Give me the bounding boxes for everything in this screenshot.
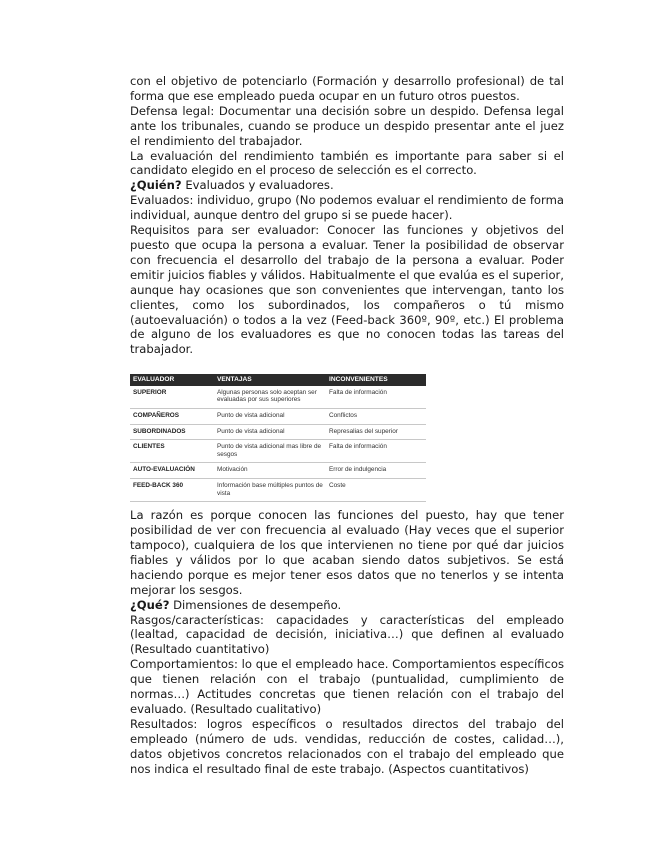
header-inconvenientes: INCONVENIENTES — [326, 374, 426, 386]
cell-ventajas: Punto de vista adicional — [214, 409, 326, 425]
heading-quien — [130, 178, 564, 193]
cell-ventajas: Algunas personas solo aceptan ser evaluadas por sus superiores — [214, 386, 326, 409]
cell-inconvenientes: Conflictos — [326, 409, 426, 425]
cell-evaluador: COMPAÑEROS — [130, 409, 214, 425]
cell-ventajas: Información base múltiples puntos de vista — [214, 478, 326, 501]
cell-inconvenientes: Falta de información — [326, 440, 426, 463]
paragraph-razon: La razón es porque conocen las funciones del puesto, hay que tener posibilidad de ver con frecuencia al evaluado (Hay veces que el superior tampoco), cualquiera de los que intervienen no tiene por qué dar juicios fiables y válidos por lo que acaban siendo datos subjetivos. Se está haciendo porque es mejor tener esos datos que no tenerlos y se intenta mejorar los sesgos. — [130, 508, 564, 597]
quien-text: Evaluados y evaluadores. — [181, 178, 334, 193]
que-text: Dimensiones de desempeño. — [169, 597, 342, 612]
table-row — [130, 463, 426, 479]
quien-label: ¿Quién? — [130, 178, 182, 193]
table-row — [130, 478, 426, 501]
cell-ventajas: Punto de vista adicional mas libre de sesgos — [214, 440, 326, 463]
cell-inconvenientes: Error de indulgencia — [326, 463, 426, 479]
table-row — [130, 409, 426, 425]
paragraph-requisitos: Requisitos para ser evaluador: Conocer las funciones y objetivos del puesto que ocupa la persona a evaluar. Tener la posibilidad de observar con frecuencia el desarrollo del trabajo de la persona a evaluar. Poder emitir juicios fiables y válidos. Habitualmente el que evalúa es el superior, aunque hay ocasiones que son convenientes que intervengan, tanto los clientes, como los subordinados, los compañeros o tú mismo (autoevaluación) o todos a la vez (Feed-back 360º, 90º, etc.) El problema de alguno de los evaluadores es que no conocen todas las tareas del trabajador. — [130, 223, 564, 357]
cell-evaluador: SUBORDINADOS — [130, 424, 214, 440]
cell-evaluador: FEED-BACK 360 — [130, 478, 214, 501]
header-ventajas: VENTAJAS — [214, 374, 326, 386]
cell-evaluador: SUPERIOR — [130, 386, 214, 409]
paragraph-defensa-legal: Defensa legal: Documentar una decisión sobre un despido. Defensa legal ante los tribunales, cuando se produce un despido presentar ante el juez el rendimiento del trabajador. — [130, 103, 564, 148]
heading-que — [130, 598, 564, 613]
cell-inconvenientes: Falta de información — [326, 386, 426, 409]
evaluator-table — [130, 374, 426, 502]
cell-ventajas: Motivación — [214, 463, 326, 479]
cell-evaluador: AUTO-EVALUACIÓN — [130, 463, 214, 479]
table-row — [130, 386, 426, 409]
cell-inconvenientes: Represalias del superior — [326, 424, 426, 440]
cell-ventajas: Punto de vista adicional — [214, 424, 326, 440]
paragraph-rasgos: Rasgos/características: capacidades y características del empleado (lealtad, capacidad de decisión, iniciativa…) que definen al evaluado (Resultado cuantitativo) — [130, 612, 564, 657]
paragraph-evaluados: Evaluados: individuo, grupo (No podemos evaluar el rendimiento de forma individual, aunque dentro del grupo si se puede hacer). — [130, 193, 564, 223]
paragraph-evaluacion-seleccion: La evaluación del rendimiento también es importante para saber si el candidato elegido en el proceso de selección es el correcto. — [130, 148, 564, 178]
paragraph-resultados: Resultados: logros específicos o resultados directos del trabajo del empleado (número de uds. vendidas, reducción de costes, calidad…), datos objetivos concretos relacionados con el trabajo del empleado que nos indica el resultado final de este trabajo. (Aspectos cuantitativos) — [130, 716, 564, 776]
table-header-row — [130, 374, 426, 386]
cell-evaluador: CLIENTES — [130, 440, 214, 463]
cell-inconvenientes: Coste — [326, 478, 426, 501]
table-row — [130, 440, 426, 463]
document-page — [130, 74, 564, 776]
paragraph-objetivo: con el objetivo de potenciarlo (Formación y desarrollo profesional) de tal forma que ese empleado pueda ocupar en un futuro otros puestos. — [130, 74, 564, 103]
header-evaluador: EVALUADOR — [130, 374, 214, 386]
que-label: ¿Qué? — [130, 597, 170, 612]
evaluator-table-wrap — [130, 374, 426, 502]
paragraph-comportamientos: Comportamientos: lo que el empleado hace. Comportamientos específicos que tienen relación con el trabajo (puntualidad, cumplimiento de normas…) Actitudes concretas que tienen relación con el trabajo del evaluado. (Resultado cualitativo) — [130, 657, 564, 716]
table-row — [130, 424, 426, 440]
